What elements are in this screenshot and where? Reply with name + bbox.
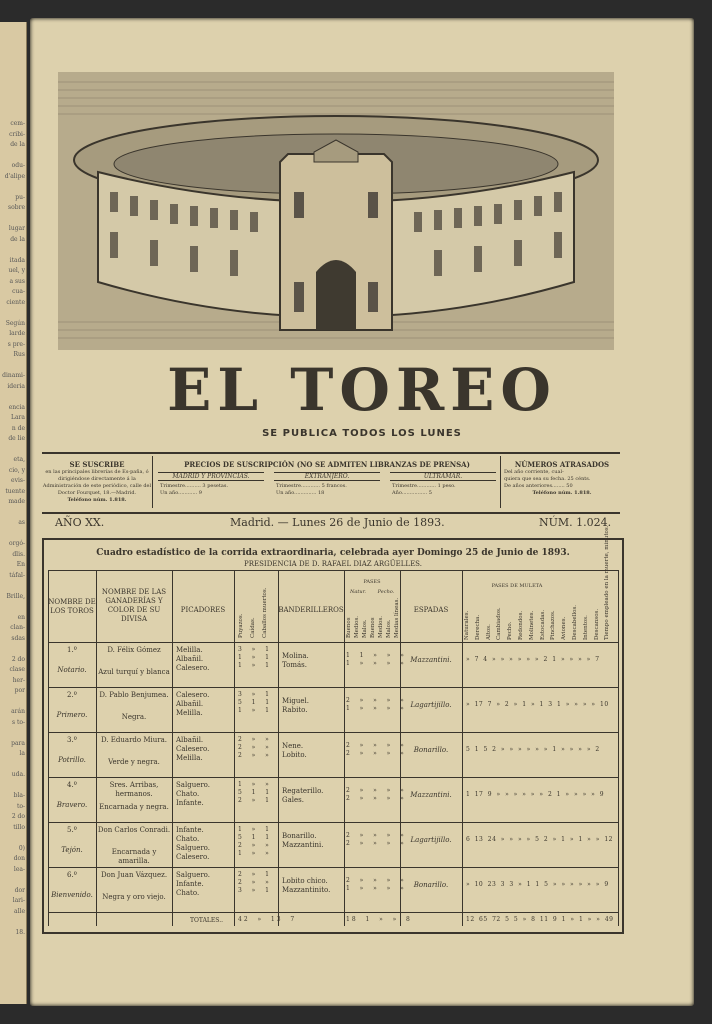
previous-page-edge — [0, 22, 27, 1004]
previous-page-text: n de — [11, 424, 25, 432]
picadores-list: Salguero. Infante. Chato. — [176, 871, 211, 897]
table-hline — [48, 912, 618, 913]
previous-page-text: clase — [9, 666, 25, 673]
ultramar-column — [386, 470, 500, 497]
subscribe-text: en las principales librerías de Es-paña, ó dirigiéndose directamente á la Administración de este periódico, calle del Doctor Fourquet, 18.—Madrid. — [42, 469, 152, 496]
vertical-header: Medios. — [354, 615, 360, 638]
previous-page-text: Lara — [10, 414, 25, 421]
bull-number: 1.º — [67, 646, 77, 654]
espada-name: Lagartijillo. — [410, 701, 452, 709]
espada-name: Lagartijillo. — [410, 836, 452, 844]
previous-page-text: Brille, — [6, 592, 25, 600]
muleta-stats: 5 1 5 2 » » » » » » 1 » » » » 2 — [466, 746, 600, 753]
muleta-stats: 6 13 24 » » » » 5 2 » 1 » 1 » » 12 — [466, 836, 613, 843]
previous-page-text: s to- — [11, 718, 25, 726]
bull-name: Bravero. — [56, 801, 88, 809]
back-issues-phone: Teléfono núm. 1.818. — [532, 490, 592, 496]
vertical-header: Malos. — [362, 619, 368, 638]
previous-page-text: odu- — [11, 162, 25, 169]
vertical-header: Caballos muertos. — [262, 587, 268, 638]
totals-label: TOTALES.. — [190, 917, 224, 924]
subscription-info-bar — [42, 452, 620, 514]
statistics-title: Cuadro estadístico de la corrida extraordinaria, celebrada ayer Domingo 25 de Junio de 1893. — [96, 548, 570, 558]
previous-page-text: para — [11, 739, 25, 747]
subscribe-title: SE SUSCRIBE — [69, 460, 125, 469]
issue-date: Madrid. — Lunes 26 de Junio de 1893. — [230, 516, 445, 529]
previous-page-text: to- — [16, 802, 25, 810]
previous-page-text: dlis. — [12, 550, 25, 558]
previous-page-text: ciente — [6, 298, 25, 306]
banderilleros-list: Nene. Lobito. — [282, 742, 307, 759]
previous-page-text: larde — [9, 330, 25, 337]
totals-picadores: 42 » 13 7 — [238, 916, 297, 923]
espada-name: Bonarillo. — [413, 746, 449, 754]
vertical-header: Puyazos. — [238, 613, 244, 638]
foreign-column — [270, 470, 384, 497]
picadores-stats: 2 » 1 2 » » 3 » 1 — [238, 871, 271, 894]
previous-page-text: sobre — [8, 204, 25, 211]
newspaper-subtitle: SE PUBLICA TODOS LOS LUNES — [262, 428, 462, 439]
back-issues-line-1: Del año corriente, cual- — [504, 469, 564, 475]
back-issues-title: NÚMEROS ATRASADOS — [514, 460, 610, 469]
previous-page-text: 18. — [15, 928, 25, 936]
previous-page-text: encia — [8, 403, 25, 411]
table-hline — [48, 687, 618, 688]
vertical-header: Pinchazos. — [550, 610, 557, 640]
totals-banderilleros: 18 1 » » 8 — [346, 916, 412, 923]
previous-page-text: her- — [12, 676, 25, 684]
vertical-header: Altos. — [485, 624, 492, 640]
picadores-list: Salguero. Chato. Infante. — [176, 781, 211, 807]
vertical-header: Buenos — [346, 617, 352, 638]
breeder-name: D. Félix Gómez — [107, 646, 161, 654]
header-picadores: PICADORES — [180, 606, 226, 614]
bull-name: Potrillo. — [58, 756, 86, 764]
previous-page-text: ideria — [7, 382, 25, 390]
newspaper-page — [30, 18, 694, 1006]
header-pases-pecho: Pecho. — [377, 589, 395, 595]
vertical-header: Descansos. — [593, 608, 600, 640]
muleta-stats: » 17 7 » 2 » 1 » 1 3 1 » » » » 10 — [466, 701, 609, 708]
table-vline — [462, 570, 463, 926]
vertical-header: Malos. — [386, 619, 392, 638]
banderilleros-stats: 2 » » » » 1 » » » » — [346, 877, 406, 892]
vertical-header: Medias líneas. — [394, 597, 400, 638]
previous-page-text: alle — [14, 907, 25, 915]
previous-page-text: dor — [14, 886, 25, 894]
bull-name: Tejón. — [61, 846, 83, 854]
foreign-head: EXTRANJERO. — [274, 472, 380, 481]
picadores-stats: 2 » » 2 » » 2 » » — [238, 736, 271, 759]
table-vline — [618, 570, 619, 926]
table-hline — [48, 867, 618, 868]
previous-page-text: pu- — [15, 193, 25, 201]
picadores-list: Melilla. Albañil. Calesero. — [176, 646, 210, 672]
vertical-header: Estocadas. — [539, 609, 546, 640]
previous-page-text: 0) — [18, 844, 25, 852]
previous-page-text: as — [18, 519, 25, 526]
previous-page-text: don — [13, 855, 25, 862]
previous-page-text: lugar — [8, 225, 25, 232]
newspaper-title: EL TOREO — [167, 356, 557, 424]
previous-page-text: uda. — [11, 771, 25, 778]
totals-muleta: 12 65 72 5 5 » 8 11 9 1 » 1 » » 49 — [466, 916, 614, 923]
previous-page-text: cua- — [12, 288, 25, 295]
previous-page-text: dinami- — [2, 372, 25, 379]
bull-name: Primero. — [56, 711, 88, 719]
previous-page-text: Según — [5, 319, 25, 327]
vertical-header: Naturales. — [464, 610, 470, 640]
banderilleros-list: Lobito chico. Mazzantinito. — [282, 877, 331, 894]
picadores-stats: 1 » » 5 1 1 2 » 1 — [238, 781, 272, 804]
previous-page-text: arán — [11, 708, 25, 715]
breeder-name: Sres. Arribas, hermanos. — [109, 781, 159, 798]
table-hline — [48, 570, 618, 571]
previous-page-text: s pre- — [7, 340, 25, 348]
bull-number: 4.º — [67, 781, 77, 789]
vertical-header: Aviones. — [561, 616, 568, 640]
breeder-color: Negra y oro viejo. — [102, 893, 166, 901]
picadores-stats: 3 » 1 5 1 1 1 » 1 — [238, 691, 272, 714]
previous-page-text: 2 do — [11, 813, 25, 820]
previous-page-text: sdas — [11, 634, 25, 642]
previous-page-text: uel, y — [8, 267, 25, 274]
subscribe-phone: Teléfono núm. 1.818. — [67, 497, 127, 503]
vertical-header: Descabellos. — [572, 604, 578, 640]
banderilleros-stats: 2 » » » » 2 » » » » — [346, 832, 406, 847]
table-vline — [344, 570, 345, 926]
statistics-president: PRESIDENCIA DE D. RAFAEL DIAZ ARGÜELLES. — [244, 560, 422, 568]
breeder-name: D. Pablo Benjumea. — [99, 691, 169, 699]
breeder-name: Don Carlos Conradi. — [97, 826, 171, 834]
back-issues-box — [504, 456, 620, 508]
picadores-list: Calesero. Albañil. Melilla. — [176, 691, 210, 717]
previous-page-text: de lie — [8, 435, 25, 442]
vertical-header: Medios. — [378, 615, 384, 638]
bull-name: Notario. — [57, 666, 87, 674]
previous-page-text: cribi- — [9, 130, 25, 138]
vertical-header: Cambiados. — [496, 607, 503, 640]
previous-page-text: lari- — [12, 897, 25, 904]
table-vline — [172, 570, 173, 926]
picadores-stats: 3 » 1 1 » 1 1 » 1 — [238, 646, 271, 669]
previous-page-text: lea- — [13, 865, 25, 873]
foreign-line-2: Un año.............. 18 — [276, 490, 325, 496]
banderilleros-stats: 2 » » » » 2 » » » » — [346, 787, 406, 802]
table-hline — [48, 732, 618, 733]
bull-number: 5.º — [67, 826, 77, 834]
picadores-stats: 1 » 1 5 1 1 2 » » 1 » » — [238, 826, 272, 857]
breeder-name: D. Eduardo Miura. — [100, 736, 167, 744]
previous-page-text: bla- — [13, 792, 25, 799]
back-issues-line-2: quiera que sea su fecha. 25 cénts. — [504, 476, 591, 482]
previous-page-text: a sus — [9, 277, 25, 285]
previous-page-text: 2 do — [11, 655, 25, 663]
vertical-header: Tiempo empleado en la muerte, minutos. — [604, 525, 611, 640]
header-pases-natur: Natur. — [349, 589, 366, 595]
table-hline — [48, 822, 618, 823]
breeder-name: Don Juan Vázquez. — [100, 871, 168, 879]
previous-page-text: En — [16, 561, 25, 568]
provinces-head: MADRID Y PROVINCIAS. — [158, 472, 264, 481]
breeder-color: Encarnada y amarilla. — [111, 848, 157, 865]
prices-title: PRECIOS DE SUSCRIPCIÓN (NO SE ADMITEN LIBRANZAS DE PRENSA) — [184, 460, 470, 469]
bull-name: Bienvenido. — [51, 891, 93, 899]
banderilleros-list: Miguel. Rabito. — [282, 697, 310, 714]
banderilleros-stats: 1 1 » » » 1 » » » » — [346, 652, 406, 667]
previous-page-text: tillo — [13, 823, 25, 831]
previous-page-text: de la — [10, 235, 25, 243]
foreign-line-1: Trimestre............ 5 francos. — [276, 483, 347, 489]
banderilleros-list: Molina. Tomás. — [282, 652, 309, 669]
previous-page-text: evis- — [11, 477, 25, 484]
vertical-header: Derecha. — [474, 614, 481, 640]
breeder-color: Encarnada y negra. — [99, 803, 169, 811]
previous-page-text: itada — [9, 256, 25, 264]
back-issues-line-3: De años anteriores........ 50 — [504, 483, 573, 489]
bull-number: 6.º — [67, 871, 77, 879]
vertical-header: Caídas. — [250, 617, 256, 638]
provinces-line-2: Un año............ 9 — [160, 490, 202, 496]
bull-number: 2.º — [67, 691, 77, 699]
previous-page-text: made — [8, 498, 25, 505]
statistics-table — [42, 525, 624, 934]
previous-page-text: orgó- — [9, 540, 25, 547]
bull-number: 3.º — [67, 736, 77, 744]
breeder-color: Verde y negra. — [108, 758, 160, 766]
header-bull-names: NOMBRE DE LOS TOROS — [48, 598, 96, 615]
previous-page-text: por — [14, 687, 25, 694]
table-hline — [48, 777, 618, 778]
previous-page-text: clan- — [10, 624, 25, 631]
header-muleta: PASES DE MULETA — [491, 583, 543, 589]
vertical-header: Buenos — [370, 617, 376, 638]
table-hline — [48, 642, 618, 643]
previous-page-text: Rus — [13, 351, 25, 358]
ultramar-line-2: Año................ 5 — [392, 490, 432, 496]
breeder-color: Azul turquí y blanca — [98, 668, 170, 676]
banderilleros-stats: 2 » » » » 2 » » » » — [346, 742, 406, 757]
ultramar-line-1: Trimestre............ 1 peso. — [392, 483, 456, 489]
previous-page-text: táfal- — [9, 571, 25, 579]
espada-name: Bonarillo. — [413, 881, 449, 889]
vertical-header: Molinetes. — [528, 610, 535, 640]
picadores-list: Infante. Chato. Salguero. Calesero. — [176, 826, 211, 861]
banderilleros-list: Regaterillo. Gales. — [282, 787, 324, 804]
header-banderilleros: BANDERILLEROS — [278, 606, 344, 614]
provinces-line-1: Trimestre.......... 3 pesetas. — [160, 483, 229, 489]
previous-page-text: de la — [10, 141, 25, 148]
vertical-header: Pecho. — [507, 621, 514, 640]
previous-page-text: cem- — [10, 120, 25, 127]
table-vline — [234, 570, 235, 926]
espada-name: Mazzantini. — [410, 791, 452, 799]
ultramar-head: ULTRAMAR. — [390, 472, 496, 481]
header-breeders: NOMBRE DE LAS GANADERÍAS Y COLOR DE SU DIVISA — [101, 588, 167, 623]
banderilleros-stats: 2 » » » » 1 » » » » — [346, 697, 406, 712]
prices-box — [154, 456, 501, 508]
vertical-header: Intentos. — [582, 615, 589, 640]
table-vline — [278, 570, 279, 926]
provinces-column — [154, 470, 268, 497]
previous-page-text: d'alipe — [4, 172, 25, 180]
picadores-list: Albañil. Calesero. Melilla. — [176, 736, 210, 762]
bullring-engraving — [58, 72, 614, 350]
previous-page-text: en — [17, 613, 25, 621]
previous-page-text: cio, y — [8, 466, 25, 474]
issue-year: AÑO XX. — [55, 516, 105, 529]
muleta-stats: » 7 4 » » » » » » 2 1 » » » » 7 — [466, 656, 600, 663]
previous-page-text: tuente — [5, 487, 25, 495]
header-espadas: ESPADAS — [413, 606, 449, 614]
issue-number: NÚM. 1.024. — [539, 516, 612, 529]
vertical-header: Redondos. — [518, 610, 524, 640]
banderilleros-list: Bonarillo. Mazzantini. — [282, 832, 324, 849]
breeder-color: Negra. — [121, 713, 147, 721]
subscribe-box — [42, 456, 153, 508]
previous-page-text: eta, — [13, 456, 25, 463]
header-pases: PASES — [363, 579, 381, 585]
muleta-stats: 1 17 9 » » » » » » 2 1 » » » » 9 — [466, 791, 605, 798]
muleta-stats: » 10 23 3 3 » 1 1 5 » » » » » » 9 — [466, 881, 609, 888]
previous-page-text: la — [19, 750, 25, 757]
espada-name: Mazzantini. — [410, 656, 452, 664]
